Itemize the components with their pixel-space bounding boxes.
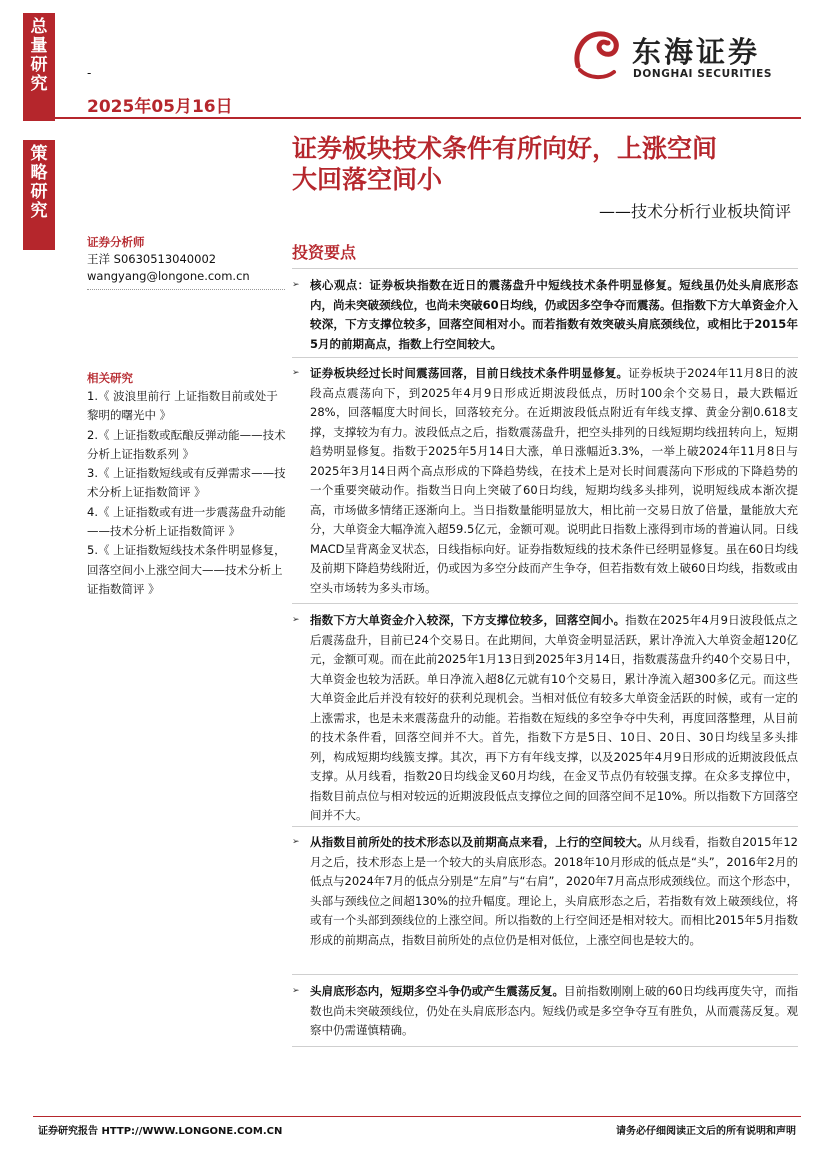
side-tag-char: 量 — [30, 36, 48, 56]
related-research-item[interactable]: 4.《 上证指数或有进一步震荡盘升动能——技术分析上证指数简评 》 — [87, 504, 286, 539]
highlight-paragraph — [292, 276, 798, 354]
related-research-list — [87, 387, 287, 599]
paragraph-bold-lead: 核心观点：证券板块指数在近日的震荡盘升中短线技术条件明显修复。短线虽仍处头肩底形态内，尚未突破颈线位，也尚未突破60日均线，仍或因多空争夺而震荡。但指数下方大单资金介入较深，下方支撑位较多，回落空间相对小。而若指数有效突破头肩底颈线位，或相比于2015年5月的前期高点，指数上行空间较大。 — [310, 278, 798, 351]
bullet-arrow-icon: ➢ — [292, 986, 300, 996]
logo-chinese-name: 东海证券 — [632, 35, 761, 69]
side-tag-char: 总 — [30, 17, 48, 37]
investment-highlights-heading: 投资要点 — [292, 243, 357, 262]
section-divider — [292, 268, 798, 269]
analyst-divider — [87, 289, 285, 290]
footer-divider — [33, 1116, 801, 1117]
report-subtitle: ——技术分析行业板块简评 — [598, 202, 791, 221]
paragraph-divider — [292, 974, 798, 975]
related-research-item[interactable]: 2.《 上证指数或酝酿反弹动能——技术分析上证指数系列 》 — [87, 427, 286, 461]
bullet-arrow-icon: ➢ — [292, 368, 300, 378]
highlight-paragraph — [292, 364, 798, 598]
analyst-heading: 证券分析师 — [87, 235, 145, 249]
footer-disclaimer: 请务必仔细阅读正文后的所有说明和声明 — [616, 1126, 796, 1137]
bullet-arrow-icon: ➢ — [292, 837, 300, 847]
related-research-item[interactable]: 1.《 波浪里前行 上证指数目前或处于黎明的曙光中 》 — [87, 389, 278, 423]
highlight-paragraph — [292, 982, 798, 1041]
side-tag-research-type — [23, 13, 55, 121]
highlight-paragraph — [292, 833, 798, 950]
paragraph-divider — [292, 603, 798, 604]
header-divider — [23, 117, 801, 119]
side-tag-strategy — [23, 140, 55, 250]
logo-english-name: DONGHAI SECURITIES — [633, 68, 773, 80]
paragraph-body: 证券板块于2024年11月8日的波段高点震荡向下，到2025年4月9日形成近期波段低点，历时100余个交易日，最大跌幅近28%，回落幅度大时间长，回落较充分。在近期波段低点附近有年线支撑、黄金分割0.618支撑，支撑较为有力。波段低点之后，指数震荡盘升，把空头排列的日线短期均线扭转向上，短期趋势明显修复。指数于2025年5月14日大涨，单日涨幅近3.3%，一举上破2024年11月8日与2025年3月14日两个高点形成的下降趋势线，在技术上是对长时间震荡向下形成的下降趋势的一个重要突破动作。指数当日向上突破了60日均线，短期均线多头排列，说明短线成本渐次提高，市场做多情绪正逐渐向上。当日指数量能明显放大，相比前一交易日放了倍量，量能放大充分，大单资金大幅净流入超59.5亿元，金额可观。说明此日指数上涨得到市场的普遍认同。日线MACD呈背离金叉状态，日线指标向好。证券指数短线的技术条件已经明显修复。虽在60日均线及前期下降趋势线附近，仍或因为多空分歧而产生争夺，但若指数有效上破60日均线，指数或由空头市场转为多头市场。 — [310, 366, 798, 595]
side-tag-char: 究 — [30, 201, 48, 221]
paragraph-bold-lead: 从指数目前所处的技术形态以及前期高点来看，上行的空间较大。 — [310, 835, 649, 849]
side-tag-char: 究 — [30, 74, 48, 94]
side-tag-char: 策 — [30, 144, 48, 164]
title-line-2: 大回落空间小 — [292, 165, 443, 194]
paragraph-bold-lead: 指数下方大单资金介入较深，下方支撑位较多，回落空间小。 — [310, 613, 626, 627]
report-title — [292, 133, 792, 195]
analyst-email: wangyang@longone.com.cn — [87, 269, 250, 283]
paragraph-divider — [292, 826, 798, 827]
related-research-item[interactable]: 5.《 上证指数短线技术条件明显修复，回落空间小上涨空间大——技术分析上证指数简评 》 — [87, 543, 286, 596]
related-research-item[interactable]: 3.《 上证指数短线或有反弹需求——技术分析上证指数简评 》 — [87, 466, 286, 500]
title-line-1: 证券板块技术条件有所向好，上涨空间 — [292, 134, 718, 163]
header-dash: - — [87, 66, 92, 80]
paragraph-body: 从月线看，指数自2015年12月之后，技术形态上是一个较大的头肩底形态。2018年10月形成的低点是“头”，2016年2月的低点与2024年7月的低点分别是“左肩”与“右肩”，2020年7月高点形成颈线位。而这个形态中，头部与颈线位之间超130%的拉升幅度。理论上，头肩底形态之后，若指数有效上破颈线位，将或有一个头部到颈线位的上涨空间。所以指数的上行空间还是相对较大。而相比2015年5月指数形成的前期高点，指数目前所处的点位仍是相对低位，上涨空间也是较大的。 — [310, 835, 798, 947]
footer-left-text: 证券研究报告 HTTP://WWW.LONGONE.COM.CN — [38, 1126, 283, 1137]
dragon-logo-icon — [570, 26, 628, 84]
side-tag-char: 研 — [30, 182, 48, 202]
paragraph-body: 指数在2025年4月9日波段低点之后震荡盘升，目前已24个交易日。在此期间，大单资金明显活跃，累计净流入大单资金超120亿元，金额可观。而在此前2025年1月13日到2025年3月14日，指数震荡盘升约40个交易日中，大单资金也较为活跃。单日净流入超8亿元就有10个交易日，累计净流入超300多亿元。而这些大单资金此后并没有较好的获利兑现机会。当相对低位有较多大单资金活跃的时候，或有一定的上涨需求，也是未来震荡盘升的动能。若指数在短线的多空争夺中失利，再度回落整理，从目前的技术条件看，回落空间并不大。首先，指数下方是5日、10日、20日、30日均线呈多头排列，构成短期均线簇支撑。其次，再下方有年线支撑，以及2025年4月9日形成的近期波段低点支撑。从月线看，指数20日均线金叉60月均线，在金叉节点仍有较强支撑。在众多支撑位中，指数目前点位与相对较远的近期波段低点支撑位之间的回落空间不足10%。所以指数下方回落空间并不大。 — [310, 613, 799, 822]
paragraph-bold-lead: 证券板块经过长时间震荡回落，目前日线技术条件明显修复。 — [310, 366, 629, 380]
side-tag-char: 研 — [30, 55, 48, 75]
report-date: 2025年05月16日 — [87, 97, 233, 117]
side-tag-char: 略 — [30, 163, 48, 183]
paragraph-bold-lead: 头肩底形态内，短期多空斗争仍或产生震荡反复。 — [310, 984, 564, 998]
paragraph-divider — [292, 1046, 798, 1047]
analyst-name: 王洋 S0630513040002 — [87, 252, 217, 266]
bullet-arrow-icon: ➢ — [292, 280, 300, 290]
related-research-heading: 相关研究 — [87, 371, 133, 385]
paragraph-divider — [292, 357, 798, 358]
company-logo — [570, 26, 800, 86]
highlight-paragraph — [292, 611, 798, 826]
bullet-arrow-icon: ➢ — [292, 615, 300, 625]
paragraph-body: 目前指数刚刚上破的60日均线再度失守，而指数也尚未突破颈线位，仍处在头肩底形态内。短线仍或是多空争夺互有胜负，从而震荡反复。观察中仍需谨慎精确。 — [310, 984, 798, 1037]
